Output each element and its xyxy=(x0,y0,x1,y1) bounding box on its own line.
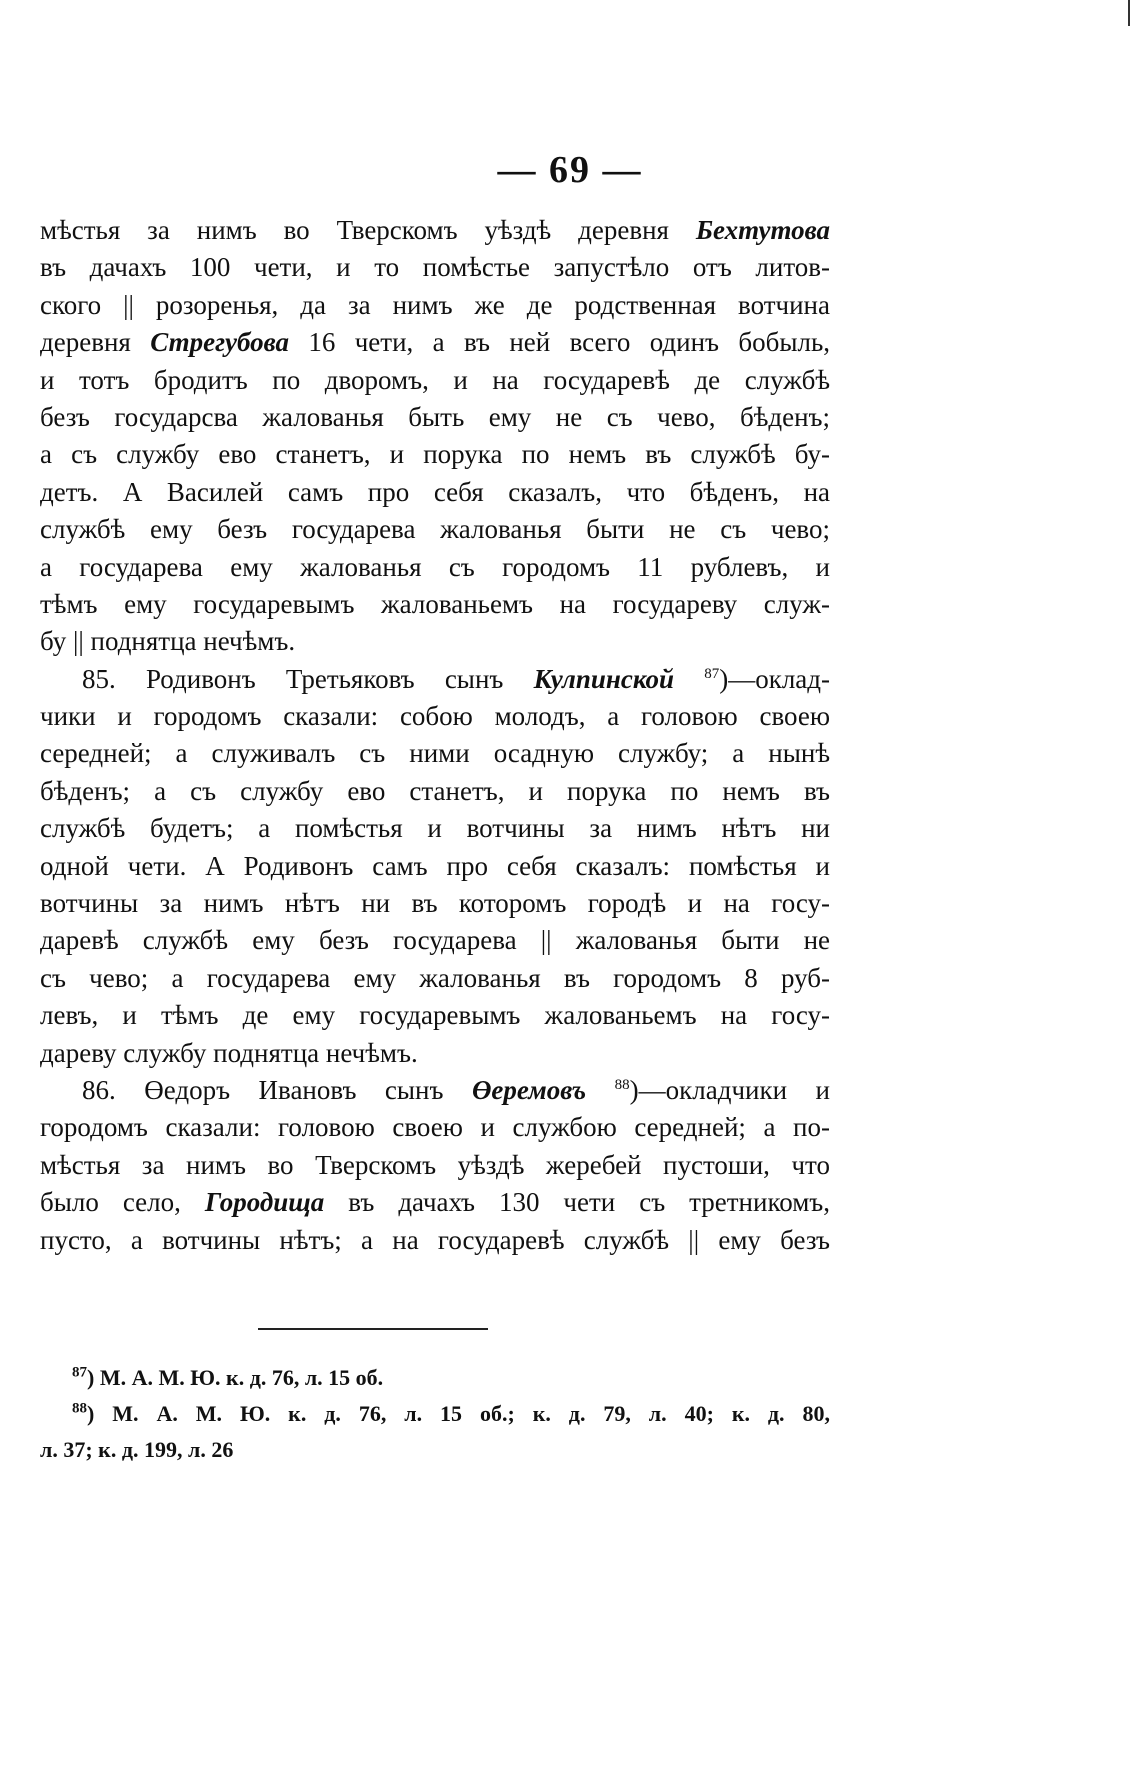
text-line: вотчины за нимъ нѣтъ ни въ которомъ городѣ и на госу- xyxy=(40,888,830,919)
text-line: и тотъ бродитъ по дворомъ, и на государевѣ де службѣ xyxy=(40,364,830,395)
page-number: — 69 — xyxy=(497,149,643,191)
place-name: Бехтутова xyxy=(695,215,831,245)
text-line: тѣмъ ему государевымъ жалованьемъ на государеву служ- xyxy=(40,588,830,619)
text-line: левъ, и тѣмъ де ему государевымъ жалованьемъ на госу- xyxy=(40,1000,830,1031)
footnote-87: $^{87}$) М. А. М. Ю. к. д. 76, л. 15 об. xyxy=(72,1364,384,1390)
text-line: ского || розоренья, да за нимъ же де родственная вотчина xyxy=(40,289,830,320)
text-line: въ дачахъ 100 чети, и то помѣстье запустѣло отъ литов- xyxy=(40,252,830,283)
place-name: Стрегубова xyxy=(150,327,290,358)
text-line: мѣстья за нимъ во Тверскомъ уѣздѣ жеребей пустоши, что xyxy=(40,1149,830,1180)
text-line: мѣстья за нимъ во Тверскомъ уѣздѣ деревня Бехтутова xyxy=(40,215,831,245)
text-line: пусто, а вотчины нѣтъ; а на государевѣ службѣ || ему безъ xyxy=(40,1224,830,1255)
text-line: детъ. А Василей самъ про себя сказалъ, что бѣденъ, на xyxy=(40,476,830,507)
text-line: а съ службу ево станетъ, и порука по немъ въ службѣ бу- xyxy=(40,439,830,470)
margin-rule xyxy=(1128,0,1130,26)
text-line: городомъ сказали: головою своею и службою середней; а по- xyxy=(40,1112,830,1143)
text-line: дареву службу поднятца нечѣмъ. xyxy=(40,1037,418,1068)
text-line: а государева ему жалованья съ городомъ 11 рублевъ, и xyxy=(40,551,830,582)
text-line: службѣ ему безъ государева жалованья быти не съ чево; xyxy=(40,514,830,545)
entry-85-start: 85. Родивонъ Третьяковъ сынъ Кулпинской $^{87}$)—оклад- xyxy=(82,663,831,694)
text-line: середней; а служивалъ съ ними осадную службу; а нынѣ xyxy=(40,738,830,769)
text-line: даревѣ службѣ ему безъ государева || жалованья быти не xyxy=(40,925,830,956)
entry-86-start: 86. Өедоръ Ивановъ сынъ Өеремовъ $^{88}$)—окладчики и xyxy=(82,1074,831,1105)
footnote-divider xyxy=(258,1328,488,1330)
body-text xyxy=(40,212,830,1259)
text-line: бѣденъ; а съ службу ево станетъ, и порука по немъ въ xyxy=(40,775,830,806)
surname: Кулпинской xyxy=(533,663,675,694)
text-line: службѣ будетъ; а помѣстья и вотчины за нимъ нѣтъ ни xyxy=(40,813,830,844)
text-line: съ чево; а государева ему жалованья въ городомъ 8 руб- xyxy=(40,962,830,993)
footnote-ref-88: 88 xyxy=(614,1076,630,1093)
footnotes xyxy=(40,1360,830,1468)
footnote-88: $^{88}$) М. А. М. Ю. к. д. 76, л. 15 об.; к. д. 79, л. 40; к. д. 80, xyxy=(72,1400,830,1426)
text-line: бу || поднятца нечѣмъ. xyxy=(40,626,296,657)
text-line: деревня Стрегубова 16 чети, а въ ней всего одинъ бобыль, xyxy=(40,327,831,358)
text-line: было село, Городища въ дачахъ 130 чети съ третникомъ, xyxy=(40,1187,830,1218)
footnote-88-continuation: л. 37; к. д. 199, л. 26 xyxy=(40,1437,234,1462)
footnote-ref-87: 87 xyxy=(704,665,720,682)
place-name: Городища xyxy=(204,1187,325,1218)
text-line: одной чети. А Родивонъ самъ про себя сказалъ: помѣстья и xyxy=(40,850,830,881)
text-line: чики и городомъ сказали: собою молодъ, а головою своею xyxy=(40,701,830,732)
surname: Өеремовъ xyxy=(471,1074,587,1105)
text-line: безъ государсва жалованья быть ему не съ чево, бѣденъ; xyxy=(40,401,830,432)
